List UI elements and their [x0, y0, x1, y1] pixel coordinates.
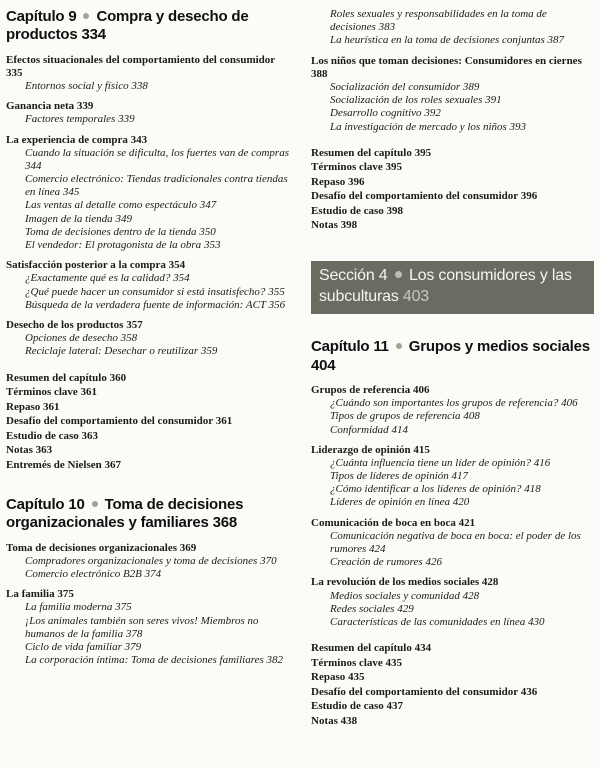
page-number: 416: [533, 456, 551, 469]
page-number: 343: [130, 133, 148, 146]
entry-title: Conformidad: [330, 423, 392, 436]
entry-title: Reciclaje lateral: Desechar o reutilizar: [25, 345, 201, 358]
toc-subentry: [25, 555, 289, 568]
entry-title: Desafío del comportamiento del consumidor: [311, 190, 521, 203]
entry-title: Comercio electrónico B2B: [25, 568, 145, 581]
chapter-heading: [6, 496, 289, 533]
toc-subentry: [25, 286, 289, 299]
toc-subentry: [330, 121, 594, 134]
chapter-backmatter: [6, 371, 289, 473]
backmatter-line: [311, 699, 594, 714]
column-left: [6, 8, 289, 728]
page-number: 396: [347, 175, 365, 188]
backmatter-line: [6, 429, 289, 444]
page-number: 429: [397, 602, 414, 615]
entry-title: Factores temporales: [25, 113, 119, 126]
bullet-icon: [83, 13, 89, 19]
toc-subentry: [330, 457, 594, 470]
page-number: 350: [199, 225, 216, 238]
entry-title: Socialización de los roles sexuales: [330, 94, 486, 107]
chapter-heading: [6, 8, 289, 45]
entry-title: Redes sociales: [330, 602, 398, 615]
page-number: 379: [124, 641, 142, 654]
toc-subentry: [25, 147, 289, 173]
toc-subentry: [330, 556, 594, 569]
chapter-heading: [311, 338, 594, 375]
page-number: 391: [485, 94, 502, 107]
page-number: 424: [369, 543, 386, 556]
entry-title: Notas: [311, 714, 341, 727]
page-number: 367: [104, 458, 121, 471]
entry-title: Términos clave: [311, 656, 386, 669]
toc-entry: [311, 576, 594, 589]
backmatter-line: [6, 443, 289, 458]
toc-subentry: [330, 470, 594, 483]
toc-subentry: [330, 94, 594, 107]
entry-title: Resumen del capítulo: [311, 146, 415, 159]
page-number: 361: [215, 415, 233, 428]
toc-subentry: [25, 345, 289, 358]
page-number: 398: [340, 219, 358, 232]
page-number: 434: [414, 642, 432, 655]
entry-title: Desarrollo cognitivo: [330, 107, 425, 120]
entry-title: Toma de decisiones organizacionales: [6, 541, 180, 554]
entry-title: Estudio de caso: [6, 429, 82, 442]
backmatter-line: [311, 714, 594, 729]
page-number: 421: [458, 516, 476, 529]
entry-title: Liderazgo de opinión: [311, 443, 414, 456]
page-number: 344: [25, 159, 42, 172]
entry-title: Creación de rumores: [330, 556, 426, 569]
page-number: 347: [199, 199, 217, 212]
section-banner: [311, 261, 594, 315]
entry-title: Comunicación de boca en boca: [311, 516, 459, 529]
entry-title: Desafío del comportamiento del consumidor: [6, 415, 216, 428]
entry-title: La familia: [6, 588, 58, 601]
page-number: 437: [386, 700, 403, 713]
column-right: [311, 8, 594, 728]
toc-entry: [311, 55, 594, 81]
entry-title: La heurística en la toma de decisiones conjuntas: [330, 34, 548, 47]
backmatter-line: [311, 685, 594, 700]
page-number: 382: [266, 654, 283, 667]
chapter-backmatter: [311, 146, 594, 233]
page-number: 428: [462, 589, 480, 602]
entry-title: ¿Cuánta influencia tiene un líder de opinión?: [330, 456, 534, 469]
toc-subentry: [25, 226, 289, 239]
entry-title: La experiencia de compra: [6, 133, 131, 146]
page-number: 359: [200, 345, 218, 358]
entry-title: El vendedor: El protagonista de la obra: [25, 239, 204, 252]
backmatter-line: [311, 641, 594, 656]
page-number: 354: [168, 259, 186, 272]
page-number: 374: [144, 568, 162, 581]
toc-subentry: [25, 213, 289, 226]
toc-entry: [6, 588, 289, 601]
entry-title: Estudio de caso: [311, 204, 387, 217]
toc-subentry: [330, 603, 594, 616]
page-number: 339: [118, 113, 135, 126]
entry-title: Búsqueda de la verdadera fuente de información: ACT: [25, 298, 269, 311]
page-number: 355: [268, 285, 285, 298]
page-number: 408: [463, 410, 480, 423]
entry-title: ¿Exactamente qué es la calidad?: [25, 272, 174, 285]
entry-title: Toma de decisiones dentro de la tienda: [25, 225, 200, 238]
entry-title: ¿Cuándo son importantes los grupos de referencia?: [330, 397, 562, 410]
entry-title: Compradores organizacionales y toma de decisiones: [25, 554, 261, 567]
toc-subentry: [25, 272, 289, 285]
toc-subentry: [330, 81, 594, 94]
chapter-label: Capítulo 10: [6, 496, 89, 514]
backmatter-line: [6, 400, 289, 415]
entry-title: Notas: [6, 444, 36, 457]
page-number: 335: [6, 66, 23, 79]
page-number: 345: [62, 186, 80, 199]
page-number: 378: [125, 627, 143, 640]
toc-subentry: [25, 299, 289, 312]
chapter-title: Compra y desecho de productos: [6, 8, 249, 44]
toc-entry: [311, 444, 594, 457]
toc-subentry: [330, 107, 594, 120]
entry-title: Repaso: [6, 400, 43, 413]
backmatter-line: [311, 218, 594, 233]
toc-subentry: [25, 601, 289, 614]
page-number: 388: [311, 67, 328, 80]
entry-title: Resumen del capítulo: [6, 371, 110, 384]
toc-subentry: [330, 530, 594, 556]
page-number: 417: [451, 470, 469, 483]
entry-title: Socialización del consumidor: [330, 80, 463, 93]
chapter-backmatter: [311, 641, 594, 728]
toc-subentry: [330, 34, 594, 47]
page-number: 358: [120, 332, 138, 345]
entry-title: Comunicación negativa de boca en boca: el poder de los rumores: [330, 529, 581, 556]
backmatter-line: [6, 371, 289, 386]
toc-subentry: [25, 239, 289, 252]
chapter-label: Capítulo 11: [311, 338, 393, 356]
section-label: Sección 4: [319, 266, 392, 284]
toc-entry: [6, 542, 289, 555]
page-number: 368: [212, 514, 238, 532]
page-number: 375: [57, 588, 74, 601]
toc-entry: [6, 54, 289, 80]
page-number: 369: [179, 541, 197, 554]
page-number: 435: [385, 656, 403, 669]
page-number: 426: [425, 556, 442, 569]
backmatter-line: [311, 160, 594, 175]
page-number: 398: [386, 204, 403, 217]
page-number: 363: [81, 429, 98, 442]
page-number: 349: [115, 212, 132, 225]
toc-entry: [6, 319, 289, 332]
page-number: 414: [391, 423, 408, 436]
entry-title: Roles sexuales y responsabilidades en la toma de decisiones: [330, 8, 547, 34]
toc-subentry: [25, 113, 289, 126]
entry-title: La investigación de mercado y los niños: [330, 120, 510, 133]
page-number: 396: [520, 190, 538, 203]
toc-subentry: [330, 410, 594, 423]
toc-subentry: [330, 483, 594, 496]
page-number: 406: [561, 397, 578, 410]
entry-title: Características de las comunidades en línea: [330, 615, 528, 628]
entry-title: Resumen del capítulo: [311, 642, 415, 655]
toc-entry: [311, 517, 594, 530]
page-number: 430: [527, 615, 545, 628]
page-number: 353: [203, 239, 221, 252]
toc-subentry: [25, 568, 289, 581]
toc-subentry: [330, 590, 594, 603]
page-number: 354: [173, 272, 190, 285]
entry-title: ¡Los animales también son seres vivos! Miembros no humanos de la familia: [25, 614, 259, 640]
entry-title: Tipos de grupos de referencia: [330, 410, 464, 423]
entry-title: Los niños que toman decisiones: Consumidores en ciernes: [311, 54, 582, 67]
entry-title: Términos clave: [6, 386, 81, 399]
backmatter-line: [311, 656, 594, 671]
toc-subentry: [330, 424, 594, 437]
backmatter-line: [6, 414, 289, 429]
toc-subentry: [25, 173, 289, 199]
backmatter-line: [311, 670, 594, 685]
page-number: 392: [424, 107, 441, 120]
entry-title: La corporación íntima: Toma de decisiones familiares: [25, 654, 267, 667]
toc-subentry: [25, 654, 289, 667]
entry-title: Comercio electrónico: Tiendas tradicionales contra tiendas en línea: [25, 173, 288, 199]
page-number: 361: [42, 400, 60, 413]
page-number: 438: [340, 714, 358, 727]
backmatter-line: [311, 146, 594, 161]
page-number: 420: [452, 496, 470, 509]
entry-title: Entremés de Nielsen: [6, 458, 105, 471]
entry-title: Ciclo de vida familiar: [25, 641, 125, 654]
chapter-title: Grupos y medios sociales: [404, 338, 590, 356]
page-number: 428: [481, 576, 499, 589]
entry-title: Cuando la situación se dificulta, los fuertes van de compras: [25, 146, 289, 159]
page-number: 361: [80, 386, 98, 399]
entry-title: Opciones de desecho: [25, 332, 121, 345]
page-number: 418: [524, 483, 541, 496]
page-number: 393: [509, 120, 527, 133]
toc-subentry: [25, 332, 289, 345]
entry-title: ¿Qué puede hacer un consumidor si está insatisfecho?: [25, 285, 269, 298]
toc-subentry: [330, 397, 594, 410]
entry-title: Grupos de referencia: [311, 383, 413, 396]
entry-title: Imagen de la tienda: [25, 212, 116, 225]
toc-entry: [6, 134, 289, 147]
bullet-icon: [92, 501, 98, 507]
entry-title: Entornos social y físico: [25, 79, 132, 92]
entry-title: Ganancia neta: [6, 100, 77, 113]
entry-title: Satisfacción posterior a la compra: [6, 259, 169, 272]
entry-title: La familia moderna: [25, 601, 116, 614]
entry-title: Medios sociales y comunidad: [330, 589, 463, 602]
page-number: 363: [35, 444, 53, 457]
toc-entry: [6, 259, 289, 272]
entry-title: ¿Cómo identificar a los líderes de opinión?: [330, 483, 525, 496]
toc-subentry: [25, 615, 289, 641]
toc-subentry: [25, 641, 289, 654]
page-number: 387: [547, 34, 565, 47]
backmatter-line: [6, 385, 289, 400]
page-number: 395: [385, 161, 403, 174]
page-number: 334: [81, 26, 106, 44]
page-number: 356: [268, 298, 286, 311]
backmatter-line: [311, 204, 594, 219]
entry-title: Desafío del comportamiento del consumidor: [311, 685, 521, 698]
entry-title: Tipos de líderes de opinión: [330, 470, 452, 483]
page-number: 339: [76, 100, 94, 113]
backmatter-line: [6, 458, 289, 473]
toc-subentry: [25, 80, 289, 93]
page-number: 357: [126, 318, 143, 331]
page-number: 435: [347, 671, 365, 684]
entry-title: Notas: [311, 219, 341, 232]
toc-subentry: [330, 8, 594, 34]
bullet-icon: [395, 271, 402, 278]
entry-title: Líderes de opinión en línea: [330, 496, 453, 509]
page-number: 415: [413, 443, 430, 456]
entry-title: Desecho de los productos: [6, 318, 127, 331]
page-number: 383: [378, 21, 396, 34]
page-number: 389: [462, 80, 480, 93]
entry-title: Efectos situacionales del comportamiento del consumidor: [6, 53, 275, 66]
page-number: 375: [115, 601, 132, 614]
toc-entry: [311, 384, 594, 397]
toc-subentry: [330, 616, 594, 629]
entry-title: La revolución de los medios sociales: [311, 576, 482, 589]
chapter-label: Capítulo 9: [6, 8, 81, 25]
entry-title: Repaso: [311, 671, 348, 684]
entry-title: Estudio de caso: [311, 700, 387, 713]
entry-title: Términos clave: [311, 161, 386, 174]
backmatter-line: [311, 175, 594, 190]
entry-title: Las ventas al detalle como espectáculo: [25, 199, 200, 212]
toc-subentry: [330, 496, 594, 509]
page-number: 406: [412, 383, 430, 396]
page-number: 436: [520, 685, 538, 698]
toc-entry: [6, 100, 289, 113]
page-number: 403: [402, 287, 429, 305]
chapter-title: Toma de decisiones organizacionales y familiares: [6, 496, 244, 532]
backmatter-line: [311, 189, 594, 204]
page-number: 338: [131, 79, 148, 92]
entry-title: Repaso: [311, 175, 348, 188]
page-number: 404: [311, 356, 336, 374]
page-number: 360: [109, 371, 127, 384]
section-title: Los consumidores y las subculturas: [319, 266, 572, 305]
page-number: 395: [414, 146, 432, 159]
toc-subentry: [25, 199, 289, 212]
page-number: 370: [260, 554, 277, 567]
bullet-icon: [396, 343, 402, 349]
